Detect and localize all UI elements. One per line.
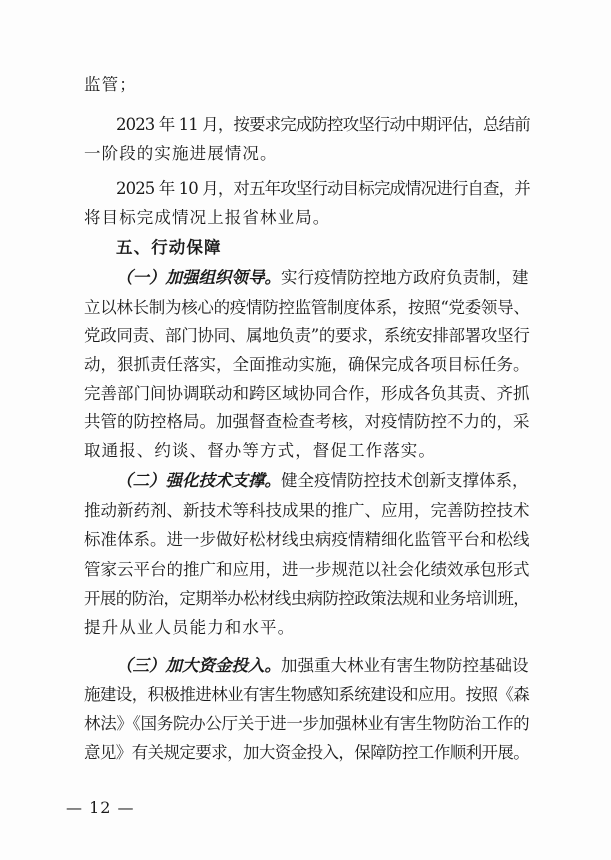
text-run: 加强重大林业有害生物防控基础设 [281, 656, 529, 675]
text-line: 共管的防控格局。加强督查检查考核，对疫情防控不力的，采 [84, 412, 530, 431]
text-line: 立以林长制为核心的疫情防控监管制度体系，按照“党委领导、 [84, 298, 530, 317]
text-line: 林法》《国务院办公厅关于进一步加强林业有害生物防治工作的 [84, 714, 530, 733]
text-line: 推动新药剂、新技术等科技成果的推广、应用，完善防控技术 [84, 501, 530, 520]
text-line: 施建设，积极推进林业有害生物感知系统建设和应用。按照《森 [84, 685, 530, 704]
text-line [116, 267, 529, 289]
section-heading: 五、行动保障 [116, 238, 222, 257]
text-line: 监管； [84, 75, 137, 94]
text-line: 一阶段的实施进展情况。 [84, 144, 278, 163]
text-line [116, 470, 529, 492]
text-line: 动，狠抓责任落实，全面推动实施，确保完成各项目标任务。 [84, 355, 530, 374]
page-number: — 12 — [66, 798, 135, 817]
text-line: 标准体系。进一步做好松材线虫病疫情精细化监管平台和松线 [84, 530, 530, 549]
text-line: 提升从业人员能力和水平。 [84, 618, 296, 637]
text-run: 实行疫情防控地方政府负责制，建 [281, 268, 529, 287]
text-line: 2025 年 10 月，对五年攻坚行动目标完成情况进行自查，并 [116, 179, 530, 198]
text-line: 开展的防治，定期举办松材线虫病防控政策法规和业务培训班， [84, 589, 530, 608]
text-line: 2023 年 11 月，按要求完成防控攻坚行动中期评估，总结前 [116, 115, 530, 134]
text-run: 健全疫情防控技术创新支撑体系， [281, 471, 529, 490]
text-line: 管家云平台的推广和应用，进一步规范以社会化绩效承包形式 [84, 560, 530, 579]
text-line: 党政同责、部门协同、属地负责”的要求，系统安排部署攻坚行 [84, 326, 530, 345]
text-line: 完善部门间协调联动和跨区域协同合作，形成各负其责、齐抓 [84, 384, 530, 403]
text-line: 意见》有关规定要求，加大资金投入，保障防控工作顺利开展。 [84, 743, 530, 762]
subsection-heading: （一）加强组织领导。 [116, 268, 281, 287]
text-line: 取通报、约谈、督办等方式，督促工作落实。 [84, 441, 436, 460]
subsection-heading: （三）加大资金投入。 [116, 656, 281, 675]
text-line [116, 655, 529, 677]
text-line: 将目标完成情况上报省林业局。 [84, 208, 331, 227]
subsection-heading: （二）强化技术支撑。 [116, 471, 281, 490]
